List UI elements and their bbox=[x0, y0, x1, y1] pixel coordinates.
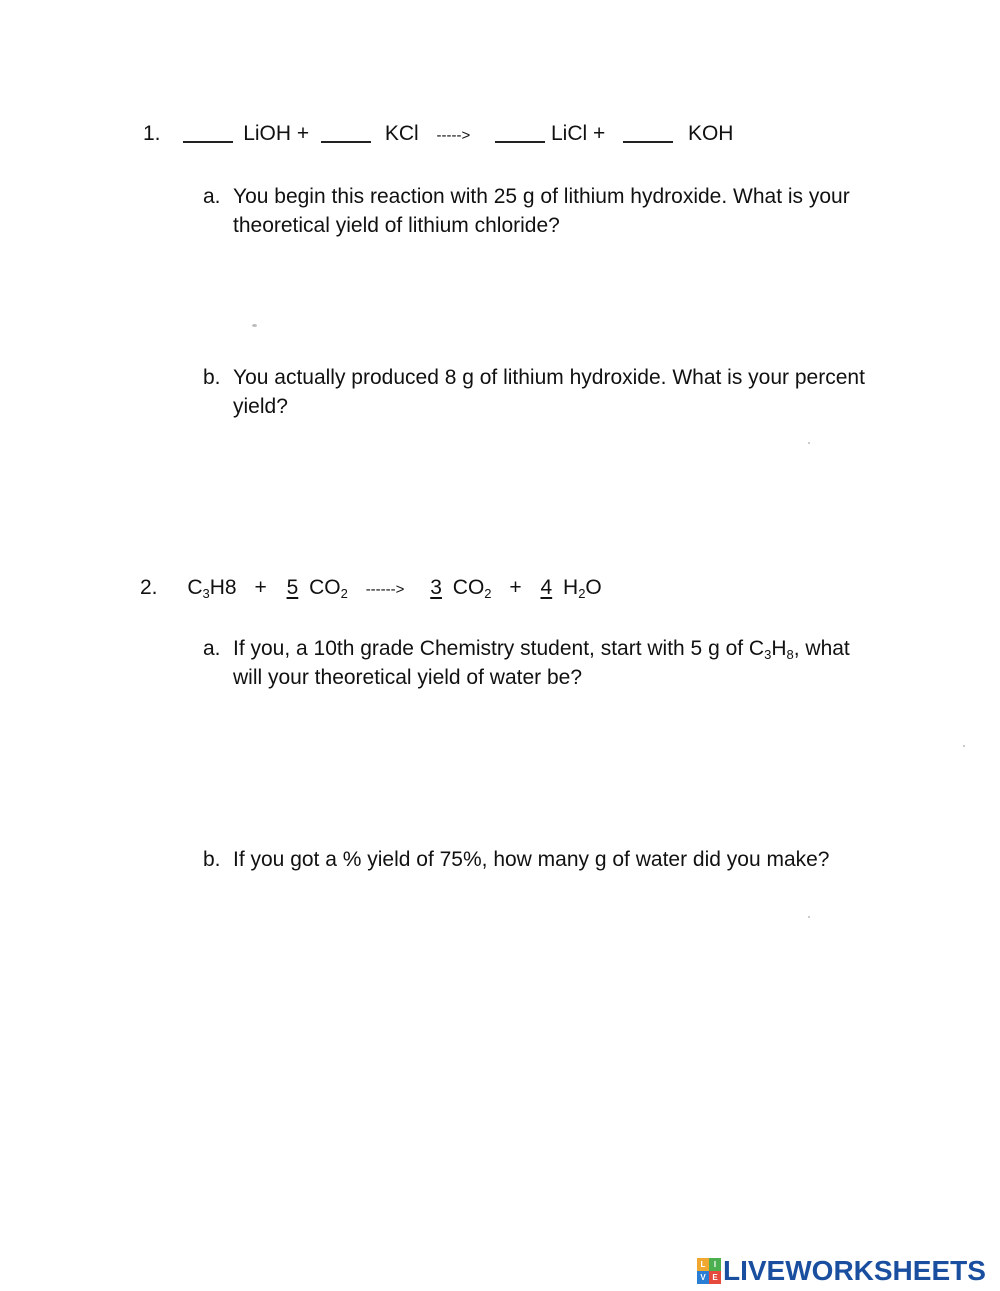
liveworksheets-brand: LIVEWORKSHEETS bbox=[723, 1255, 986, 1286]
q2-number: 2. bbox=[140, 576, 158, 599]
q2-reactant-co2: $CO_2$ bbox=[309, 576, 348, 601]
q2-plus-1: + bbox=[254, 576, 267, 599]
q1b-text: You actually produced 8 g of lithium hydroxide. What is your percent yield? bbox=[233, 366, 865, 418]
q1-arrow: -----> bbox=[436, 127, 471, 144]
q2b-label: b. bbox=[203, 848, 221, 871]
q1-number: 1. bbox=[143, 122, 161, 145]
scan-speck bbox=[252, 324, 257, 327]
q1-product-2: KOH bbox=[687, 122, 734, 145]
liveworksheets-logo[interactable] bbox=[697, 1255, 986, 1287]
q2b bbox=[203, 845, 883, 905]
q2-product-water: $H_2O$ bbox=[563, 576, 602, 601]
q1-blank-4[interactable] bbox=[623, 141, 673, 143]
q1-blank-3[interactable] bbox=[495, 141, 545, 143]
q2-coef-1: 5 bbox=[286, 576, 299, 599]
q2-equation bbox=[140, 576, 602, 602]
q2b-text: If you got a % yield of 75%, how many g of water did you make? bbox=[233, 848, 830, 871]
q2a-label: a. bbox=[203, 637, 221, 660]
q1b bbox=[203, 363, 883, 423]
logo-tile-v: V bbox=[697, 1271, 709, 1284]
q2-coef-3: 4 bbox=[540, 576, 553, 599]
q1-blank-1[interactable] bbox=[183, 141, 233, 143]
logo-tile-i: I bbox=[709, 1258, 721, 1271]
q1-reactant-1: LiOH + bbox=[243, 122, 310, 145]
q2-coef-2: 3 bbox=[430, 576, 442, 599]
q1a-label: a. bbox=[203, 185, 221, 208]
q2-propane: $C_3H8$ bbox=[187, 576, 237, 601]
scan-speck bbox=[808, 442, 810, 444]
q1b-label: b. bbox=[203, 366, 221, 389]
q1-product-1: LiCl + bbox=[550, 122, 606, 145]
logo-tile-l: L bbox=[697, 1258, 709, 1271]
scan-speck bbox=[808, 916, 810, 918]
q1-equation bbox=[143, 122, 733, 148]
q1-blank-2[interactable] bbox=[321, 141, 371, 143]
q2-plus-2: + bbox=[509, 576, 522, 599]
scan-speck bbox=[963, 745, 965, 747]
q1-reactant-2: KCl bbox=[384, 122, 419, 145]
q2a-text: If you, a 10th grade Chemistry student, start with 5 g of $C_3H_8$, what will your theoretical yield of water be? bbox=[233, 637, 850, 689]
liveworksheets-logo-icon bbox=[697, 1258, 721, 1284]
q1a bbox=[203, 182, 883, 242]
q2a bbox=[203, 634, 883, 694]
logo-tile-e: E bbox=[709, 1271, 721, 1284]
q2-product-co2: $CO_2$ bbox=[452, 576, 492, 601]
q1a-text: You begin this reaction with 25 g of lithium hydroxide. What is your theoretical yield of lithium chloride? bbox=[233, 185, 850, 237]
q2-arrow: ------> bbox=[365, 581, 405, 598]
